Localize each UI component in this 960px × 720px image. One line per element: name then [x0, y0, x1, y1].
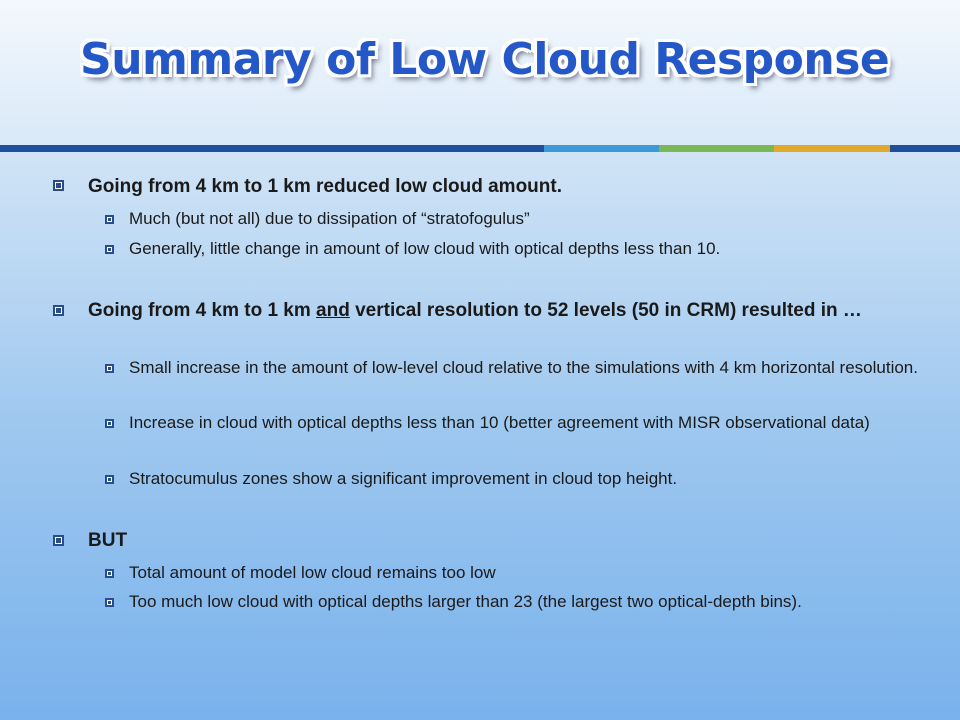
- bullet-3-text: BUT: [88, 530, 128, 551]
- bullet-2-text-underlined: and: [316, 300, 350, 321]
- sub-bullet-marker-icon: [105, 569, 114, 578]
- sub-bullet-marker-icon: [105, 598, 114, 607]
- sub-bullet-marker-icon: [105, 364, 114, 373]
- bullet-marker-icon: [53, 305, 64, 316]
- bullet-2-text: [88, 299, 908, 322]
- sub-bullet-marker-icon: [105, 215, 114, 224]
- sub-bullet-marker-icon: [105, 419, 114, 428]
- bullet-2-text-after: vertical resolution to 52 levels (50 in CRM) resulted in …: [349, 300, 862, 321]
- bullet-marker-icon: [53, 180, 64, 191]
- bullet-1-text: Going from 4 km to 1 km reduced low cloud amount.: [88, 176, 562, 197]
- sub-bullet-marker-icon: [105, 475, 114, 484]
- sub-bullet-marker-icon: [105, 245, 114, 254]
- bullet-3-sub-1: Total amount of model low cloud remains too low: [129, 563, 496, 582]
- bullet-1-sub-2: Generally, little change in amount of low cloud with optical depths less than 10.: [129, 239, 721, 258]
- slide-title: Summary of Low Cloud Response: [80, 34, 890, 85]
- bullet-2-sub-1: Small increase in the amount of low-level cloud relative to the simulations with 4 km horizontal resolution.: [129, 358, 918, 377]
- bullet-2-sub-3: Stratocumulus zones show a significant improvement in cloud top height.: [129, 469, 678, 488]
- bullet-2-text-before: Going from 4 km to 1 km: [88, 300, 317, 321]
- bullet-1-sub-1: Much (but not all) due to dissipation of “stratofogulus”: [129, 209, 530, 228]
- bullet-3-sub-2: Too much low cloud with optical depths larger than 23 (the largest two optical-depth bins).: [129, 592, 802, 611]
- bullet-2-sub-2: Increase in cloud with optical depths less than 10 (better agreement with MISR observational data): [129, 413, 870, 432]
- bullet-marker-icon: [53, 535, 64, 546]
